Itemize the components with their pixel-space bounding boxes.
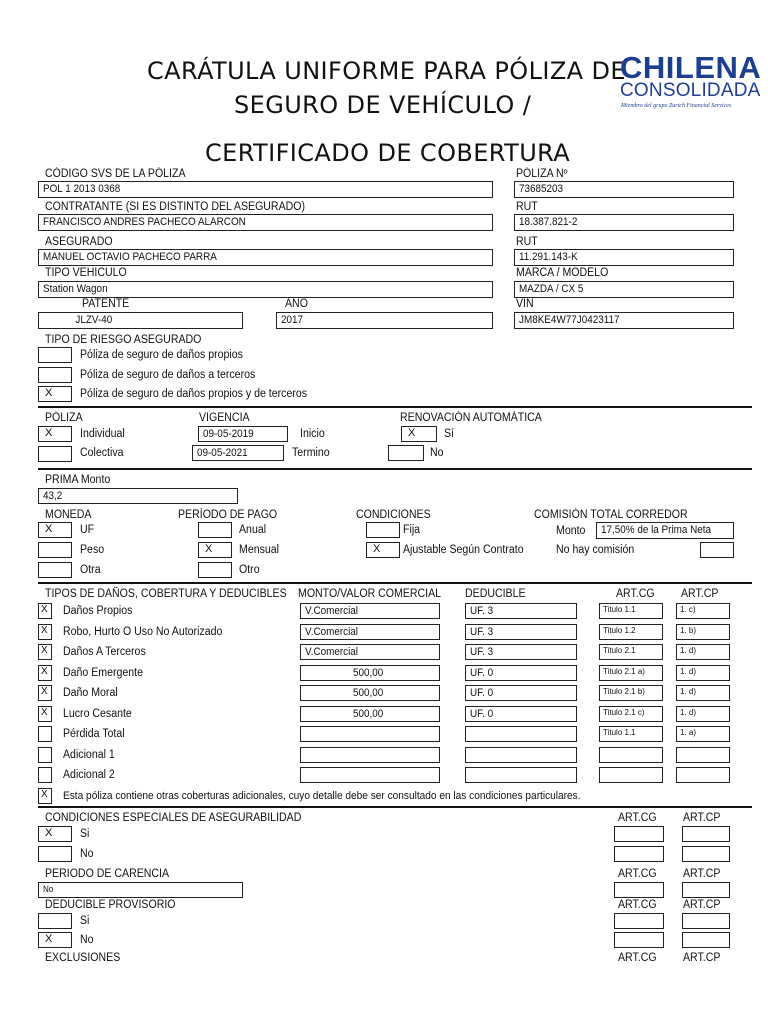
coverage-artcp-value: 1. c) [680, 605, 696, 614]
coverage-label: Lucro Cesante [63, 708, 132, 720]
coverage-checkbox[interactable]: X [38, 665, 52, 681]
coverage-deducible-value: UF. 0 [470, 667, 494, 679]
coverage-checkbox[interactable]: X [38, 644, 52, 660]
coverage-monto-field[interactable] [300, 644, 440, 660]
riesgo-danos-propios-checkbox[interactable] [38, 347, 72, 363]
coverage-artcp-value: 1. a) [680, 728, 697, 737]
coverage-monto-field[interactable] [300, 706, 440, 722]
coverage-checkbox[interactable]: X [38, 603, 52, 619]
coverage-artcg-value: Titulo 1.2 [603, 626, 636, 635]
periodo-anual-label: Anual [239, 524, 267, 536]
coverage-artcp-value: 1. d) [680, 646, 697, 655]
coverage-checkbox[interactable]: X [38, 685, 52, 701]
document-title-line1: CARÁTULA UNIFORME PARA PÓLIZA DE [147, 57, 626, 85]
coverage-monto-value: 500,00 [353, 708, 384, 720]
coverage-deducible-value: UF. 3 [470, 626, 494, 638]
tipo-riesgo-label: TIPO DE RIESGO ASEGURADO [45, 334, 202, 346]
contratante-value: FRANCISCO ANDRES PACHECO ALARCON [43, 216, 246, 228]
carencia-field[interactable] [38, 882, 243, 898]
coverage-artcg-field[interactable] [599, 706, 663, 722]
especiales-si-label: Si [80, 828, 90, 840]
riesgo-danos-terceros-label: Póliza de seguro de daños a terceros [80, 369, 256, 381]
coverage-deducible-field[interactable] [465, 706, 577, 722]
coverage-deducible-field[interactable] [465, 767, 577, 783]
coverage-artcp-value: 1. d) [680, 687, 697, 696]
especiales-artcp-field-2[interactable] [682, 846, 730, 862]
termino-label: Termino [292, 447, 330, 459]
poliza-nro-value: 73685203 [519, 183, 564, 195]
coverage-artcg-value: Titulo 2.1 a) [603, 667, 645, 676]
deducible-prov-si-checkbox[interactable] [38, 913, 72, 929]
vigencia-label: VIGENCIA [199, 412, 250, 424]
coverage-monto-field[interactable] [300, 747, 440, 763]
col-monto-header: MONTO/VALOR COMERCIAL [298, 588, 442, 600]
asegurado-label: ASEGURADO [45, 236, 113, 248]
tipo-vehiculo-field[interactable] [38, 281, 493, 298]
deducible-prov-si-label: Si [80, 915, 90, 927]
coverage-artcg-field[interactable] [599, 665, 663, 681]
vin-field[interactable] [514, 312, 734, 329]
poliza-nro-label: PÓLIZA Nº [516, 168, 568, 180]
coverage-artcg-field[interactable] [599, 603, 663, 619]
condiciones-ajustable-checkbox[interactable]: X [366, 542, 400, 558]
tipo-vehiculo-value: Station Wagon [43, 283, 108, 295]
especiales-si-checkbox[interactable]: X [38, 826, 72, 842]
coverage-label: Daños Propios [63, 605, 133, 617]
comision-monto-field[interactable] [596, 522, 734, 539]
coverage-artcp-field[interactable] [676, 747, 730, 763]
carencia-artcg-label: ART.CG [618, 868, 657, 880]
asegurado-field[interactable] [38, 249, 493, 266]
coverage-deducible-value: UF. 0 [470, 708, 494, 720]
coverage-artcp-field[interactable] [676, 685, 730, 701]
coverage-label: Pérdida Total [63, 728, 125, 740]
no-comision-label: No hay comisión [556, 544, 635, 556]
col-artcp-header: ART.CP [681, 588, 719, 600]
rut-asegurado-field[interactable] [514, 249, 734, 266]
colectiva-label: Colectiva [80, 447, 124, 459]
moneda-label: MONEDA [45, 509, 92, 521]
renovacion-si-label: Sí [444, 428, 455, 440]
carencia-label: PERIODO DE CARENCIA [45, 868, 170, 880]
coverage-artcg-value: Titulo 2.1 b) [603, 687, 645, 696]
condiciones-fija-checkbox[interactable] [366, 522, 400, 538]
document-title-line3: CERTIFICADO DE COBERTURA [205, 139, 571, 167]
deducible-provisorio-label: DEDUCIBLE PROVISORIO [45, 899, 176, 911]
logo-tagline: Miembro del grupo Zurich Financial Services [621, 103, 732, 109]
patente-label: PATENTE [82, 298, 130, 310]
riesgo-propios-terceros-label: Póliza de seguro de daños propios y de terceros [80, 388, 308, 400]
coverage-artcp-field[interactable] [676, 603, 730, 619]
coverage-monto-value: V.Comercial [305, 646, 359, 658]
especiales-artcp-field-1[interactable] [682, 826, 730, 842]
moneda-uf-checkbox[interactable]: X [38, 522, 72, 538]
moneda-peso-label: Peso [80, 544, 105, 556]
periodo-anual-checkbox[interactable] [198, 522, 232, 538]
coverage-artcp-value: 1. d) [680, 708, 697, 717]
moneda-otra-label: Otra [80, 564, 101, 576]
moneda-uf-label: UF [80, 524, 95, 536]
coverage-monto-value: 500,00 [353, 667, 384, 679]
coverage-deducible-field[interactable] [465, 665, 577, 681]
coverage-monto-value: V.Comercial [305, 626, 359, 638]
section-divider [38, 582, 752, 584]
coverage-artcg-value: Titulo 2.1 c) [603, 708, 645, 717]
deducible-prov-no-checkbox[interactable]: X [38, 932, 72, 948]
marca-modelo-value: MAZDA / CX 5 [519, 283, 584, 295]
marca-modelo-label: MARCA / MODELO [516, 267, 609, 279]
coverage-artcp-value: 1. d) [680, 667, 697, 676]
deducible-prov-artcg-field-2[interactable] [614, 932, 664, 948]
coverage-deducible-field[interactable] [465, 685, 577, 701]
comision-monto-value: 17,50% de la Prima Neta [601, 524, 712, 536]
prima-label: PRIMA Monto [45, 474, 111, 486]
riesgo-danos-propios-label: Póliza de seguro de daños propios [80, 349, 243, 361]
coverage-artcg-field[interactable] [599, 624, 663, 640]
deducible-prov-artcp-field-2[interactable] [682, 932, 730, 948]
prima-monto-field[interactable] [38, 488, 238, 504]
inicio-label: Inicio [300, 428, 325, 440]
coverage-checkbox[interactable] [38, 726, 52, 742]
coverage-artcg-field[interactable] [599, 644, 663, 660]
logo-wordmark: CHILENA [620, 50, 762, 85]
deducible-prov-artcg-field-1[interactable] [614, 913, 664, 929]
vigencia-termino-field[interactable] [192, 445, 284, 461]
colectiva-checkbox[interactable] [38, 446, 72, 462]
rut-contratante-field[interactable] [514, 214, 734, 231]
coverage-label: Daños A Terceros [63, 646, 146, 658]
marca-modelo-field[interactable] [514, 281, 734, 298]
otras-coberturas-label: Esta póliza contiene otras coberturas adicionales, cuyo detalle debe ser consultado en las condiciones particulares. [63, 790, 581, 802]
deducible-prov-artcp-field-1[interactable] [682, 913, 730, 929]
especiales-artcg-field-1[interactable] [614, 826, 664, 842]
coverage-deducible-field[interactable] [465, 747, 577, 763]
renovacion-no-checkbox[interactable] [388, 445, 424, 461]
exclusiones-label: EXCLUSIONES [45, 952, 121, 964]
rut-asegurado-value: 11.291.143-K [519, 251, 578, 263]
coverage-deducible-field[interactable] [465, 603, 577, 619]
poliza-nro-field[interactable] [514, 181, 734, 198]
coverage-artcp-field[interactable] [676, 644, 730, 660]
deducible-prov-no-label: No [80, 934, 94, 946]
exclusiones-artcg-label: ART.CG [618, 952, 657, 964]
asegurado-value: MANUEL OCTAVIO PACHECO PARRA [43, 251, 217, 263]
prima-monto-value: 43,2 [43, 490, 63, 502]
coverage-label: Robo, Hurto O Uso No Autorizado [63, 626, 223, 638]
vin-value: JM8KE4W77J0423117 [519, 314, 620, 326]
periodo-mensual-label: Mensual [239, 544, 279, 556]
poliza-tipo-label: PÓLIZA [45, 412, 83, 424]
condiciones-label: CONDICIONES [356, 509, 431, 521]
coverage-label: Daño Emergente [63, 667, 143, 679]
coverage-label: Daño Moral [63, 687, 118, 699]
otras-coberturas-checkbox[interactable]: X [38, 788, 52, 804]
renovacion-si-checkbox[interactable]: X [401, 426, 437, 442]
rut-contratante-value: 18.387.821-2 [519, 216, 578, 228]
coverage-monto-value: 500,00 [353, 687, 384, 699]
coverage-artcp-field[interactable] [676, 706, 730, 722]
coverage-artcp-field[interactable] [676, 665, 730, 681]
codigo-svs-value: POL 1 2013 0368 [43, 183, 121, 195]
vin-label: VIN [516, 298, 534, 310]
codigo-svs-label: CÓDIGO SVS DE LA PÓLIZA [45, 168, 186, 180]
deducible-prov-artcp-label: ART.CP [683, 899, 721, 911]
coverage-artcp-value: 1. b) [680, 626, 697, 635]
coverage-monto-field[interactable] [300, 767, 440, 783]
periodo-otro-label: Otro [239, 564, 260, 576]
deducible-prov-artcg-label: ART.CG [618, 899, 657, 911]
coverage-artcg-field[interactable] [599, 767, 663, 783]
coverage-checkbox[interactable]: X [38, 624, 52, 640]
periodo-mensual-checkbox[interactable]: X [198, 542, 232, 558]
col-artcg-header: ART.CG [616, 588, 655, 600]
patente-field[interactable] [38, 312, 243, 329]
especiales-artcp-label: ART.CP [683, 812, 721, 824]
coverage-deducible-value: UF. 3 [470, 646, 494, 658]
coverage-artcg-value: Titulo 2.1 [603, 646, 636, 655]
rut-asegurado-label: RUT [516, 236, 538, 248]
patente-value: JLZV-40 [75, 314, 113, 326]
document-title-line2: SEGURO DE VEHÍCULO / [234, 91, 532, 119]
coverage-monto-field[interactable] [300, 665, 440, 681]
riesgo-danos-terceros-checkbox[interactable] [38, 367, 72, 383]
especiales-artcg-field-2[interactable] [614, 846, 664, 862]
carencia-artcp-field[interactable] [682, 882, 730, 898]
especiales-artcg-label: ART.CG [618, 812, 657, 824]
condiciones-especiales-label: CONDICIONES ESPECIALES DE ASEGURABILIDAD [45, 812, 302, 824]
coverage-deducible-field[interactable] [465, 624, 577, 640]
section-divider [38, 806, 752, 808]
no-comision-checkbox[interactable] [700, 542, 734, 558]
ano-value: 2017 [281, 314, 304, 326]
exclusiones-artcp-label: ART.CP [683, 952, 721, 964]
contratante-field[interactable] [38, 214, 493, 231]
tipo-vehiculo-label: TIPO VEHICULO [45, 267, 127, 279]
renovacion-no-label: No [430, 447, 444, 459]
coverage-checkbox[interactable] [38, 747, 52, 763]
coverage-monto-field[interactable] [300, 726, 440, 742]
carencia-artcg-field[interactable] [614, 882, 664, 898]
logo-subtitle: CONSOLIDADA [620, 80, 761, 101]
carencia-artcp-label: ART.CP [683, 868, 721, 880]
vigencia-inicio-field[interactable] [198, 426, 288, 442]
contratante-label: CONTRATANTE (SI ES DISTINTO DEL ASEGURADO) [45, 201, 306, 213]
condiciones-fija-label: Fija [403, 524, 421, 536]
individual-label: Individual [80, 428, 125, 440]
coverage-checkbox[interactable]: X [38, 706, 52, 722]
periodo-otro-checkbox[interactable] [198, 562, 232, 578]
coverage-monto-field[interactable] [300, 603, 440, 619]
coverage-artcg-value: Titulo 1.1 [603, 605, 636, 614]
coverage-deducible-field[interactable] [465, 726, 577, 742]
coverage-deducible-value: UF. 3 [470, 605, 494, 617]
coverage-label: Adicional 2 [63, 769, 115, 781]
coverage-checkbox[interactable] [38, 767, 52, 783]
vigencia-termino-value: 09-05-2021 [197, 447, 248, 459]
coverage-monto-field[interactable] [300, 624, 440, 640]
comision-label: COMISIÓN TOTAL CORREDOR [534, 509, 688, 521]
coverage-artcp-field[interactable] [676, 624, 730, 640]
col-tipos-header: TIPOS DE DAÑOS, COBERTURA Y DEDUCIBLES [45, 588, 287, 600]
section-divider [38, 468, 752, 470]
renovacion-label: RENOVACIÓN AUTOMÁTICA [400, 412, 542, 424]
especiales-no-checkbox[interactable] [38, 846, 72, 862]
coverage-artcg-field[interactable] [599, 747, 663, 763]
especiales-no-label: No [80, 848, 94, 860]
coverage-artcg-field[interactable] [599, 685, 663, 701]
ano-label: ANO [285, 298, 308, 310]
coverage-monto-value: V.Comercial [305, 605, 359, 617]
coverage-label: Adicional 1 [63, 749, 115, 761]
coverage-artcg-field[interactable] [599, 726, 663, 742]
coverage-artcg-value: Titulo 1.1 [603, 728, 636, 737]
ano-field[interactable] [276, 312, 493, 329]
coverage-monto-field[interactable] [300, 685, 440, 701]
moneda-peso-checkbox[interactable] [38, 542, 72, 558]
col-deducible-header: DEDUCIBLE [465, 588, 526, 600]
moneda-otra-checkbox[interactable] [38, 562, 72, 578]
periodo-pago-label: PERÍODO DE PAGO [178, 509, 278, 521]
rut-contratante-label: RUT [516, 201, 538, 213]
coverage-deducible-field[interactable] [465, 644, 577, 660]
vigencia-inicio-value: 09-05-2019 [203, 428, 254, 440]
carencia-value: No [43, 884, 54, 894]
codigo-svs-field[interactable] [38, 181, 493, 198]
individual-checkbox[interactable]: X [38, 426, 72, 442]
coverage-deducible-value: UF. 0 [470, 687, 494, 699]
coverage-artcp-field[interactable] [676, 726, 730, 742]
section-divider [38, 406, 752, 408]
comision-monto-label: Monto [556, 525, 586, 537]
coverage-artcp-field[interactable] [676, 767, 730, 783]
condiciones-ajustable-label: Ajustable Según Contrato [403, 544, 524, 556]
riesgo-propios-terceros-checkbox[interactable]: X [38, 386, 72, 402]
